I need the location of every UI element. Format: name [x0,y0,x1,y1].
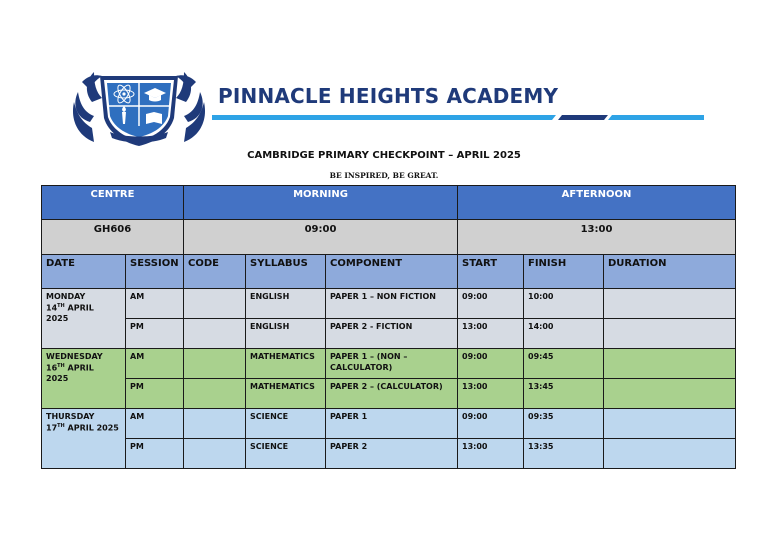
session-cell: PM [126,379,184,409]
finish-cell: 13:35 [524,439,604,469]
code-cell [184,439,246,469]
column-header: START [458,255,524,289]
date-suffix: TH [57,362,65,369]
column-header: COMPONENT [326,255,458,289]
finish-cell: 14:00 [524,319,604,349]
centre-code: GH606 [42,220,184,255]
column-header: DURATION [604,255,736,289]
header-afternoon: AFTERNOON [458,186,736,220]
duration-cell [604,409,736,439]
duration-cell [604,379,736,409]
date-cell [42,349,126,409]
code-cell [184,409,246,439]
exam-timetable [41,185,736,469]
document-title: CAMBRIDGE PRIMARY CHECKPOINT – APRIL 2025 [247,150,521,161]
component-cell: PAPER 2 – (CALCULATOR) [326,379,458,409]
finish-cell: 09:35 [524,409,604,439]
session-cell: AM [126,289,184,319]
code-cell [184,289,246,319]
column-header: SESSION [126,255,184,289]
syllabus-cell: MATHEMATICS [246,379,326,409]
academy-crest-logo [64,62,214,150]
start-cell: 13:00 [458,439,524,469]
component-cell: PAPER 1 [326,409,458,439]
day-name: THURSDAY [46,412,95,421]
afternoon-time: 13:00 [458,220,736,255]
session-cell: AM [126,409,184,439]
column-header: DATE [42,255,126,289]
header-accent-bar [212,113,704,122]
table-row [42,349,736,379]
date-number: 16 [46,363,58,373]
syllabus-cell: ENGLISH [246,319,326,349]
morning-time: 09:00 [184,220,458,255]
syllabus-cell: SCIENCE [246,409,326,439]
column-header: CODE [184,255,246,289]
component-cell: PAPER 1 – (NON – CALCULATOR) [326,349,458,379]
duration-cell [604,319,736,349]
component-cell: PAPER 2 [326,439,458,469]
date-number: 14 [46,303,58,313]
code-cell [184,319,246,349]
date-month: APRIL [64,303,94,313]
date-suffix: TH [57,422,65,429]
table-row [42,379,736,409]
component-cell: PAPER 1 – NON FICTION [326,289,458,319]
day-name: MONDAY [46,292,86,301]
motto: BE INSPIRED, BE GREAT. [329,171,439,180]
component-cell: PAPER 2 - FICTION [326,319,458,349]
date-suffix: TH [57,302,65,309]
date-cell [42,409,126,469]
syllabus-cell: SCIENCE [246,439,326,469]
session-cell: AM [126,349,184,379]
code-cell [184,379,246,409]
syllabus-cell: ENGLISH [246,289,326,319]
session-cell: PM [126,319,184,349]
header-centre: CENTRE [42,186,184,220]
session-cell: PM [126,439,184,469]
school-name: PINNACLE HEIGHTS ACADEMY [218,84,559,108]
date-cell [42,289,126,349]
date-month: APRIL [64,363,94,373]
duration-cell [604,289,736,319]
start-cell: 09:00 [458,289,524,319]
duration-cell [604,439,736,469]
start-cell: 13:00 [458,379,524,409]
finish-cell: 09:45 [524,349,604,379]
column-header: SYLLABUS [246,255,326,289]
duration-cell [604,349,736,379]
date-month: APRIL 2025 [64,423,119,433]
table-row [42,409,736,439]
table-row [42,289,736,319]
start-cell: 09:00 [458,409,524,439]
finish-cell: 10:00 [524,289,604,319]
day-name: WEDNESDAY [46,352,103,361]
start-cell: 13:00 [458,319,524,349]
start-cell: 09:00 [458,349,524,379]
date-year: 2025 [46,314,69,324]
table-row [42,439,736,469]
code-cell [184,349,246,379]
finish-cell: 13:45 [524,379,604,409]
table-row [42,319,736,349]
header-morning: MORNING [184,186,458,220]
date-year: 2025 [46,374,69,384]
date-number: 17 [46,423,58,433]
column-header: FINISH [524,255,604,289]
syllabus-cell: MATHEMATICS [246,349,326,379]
